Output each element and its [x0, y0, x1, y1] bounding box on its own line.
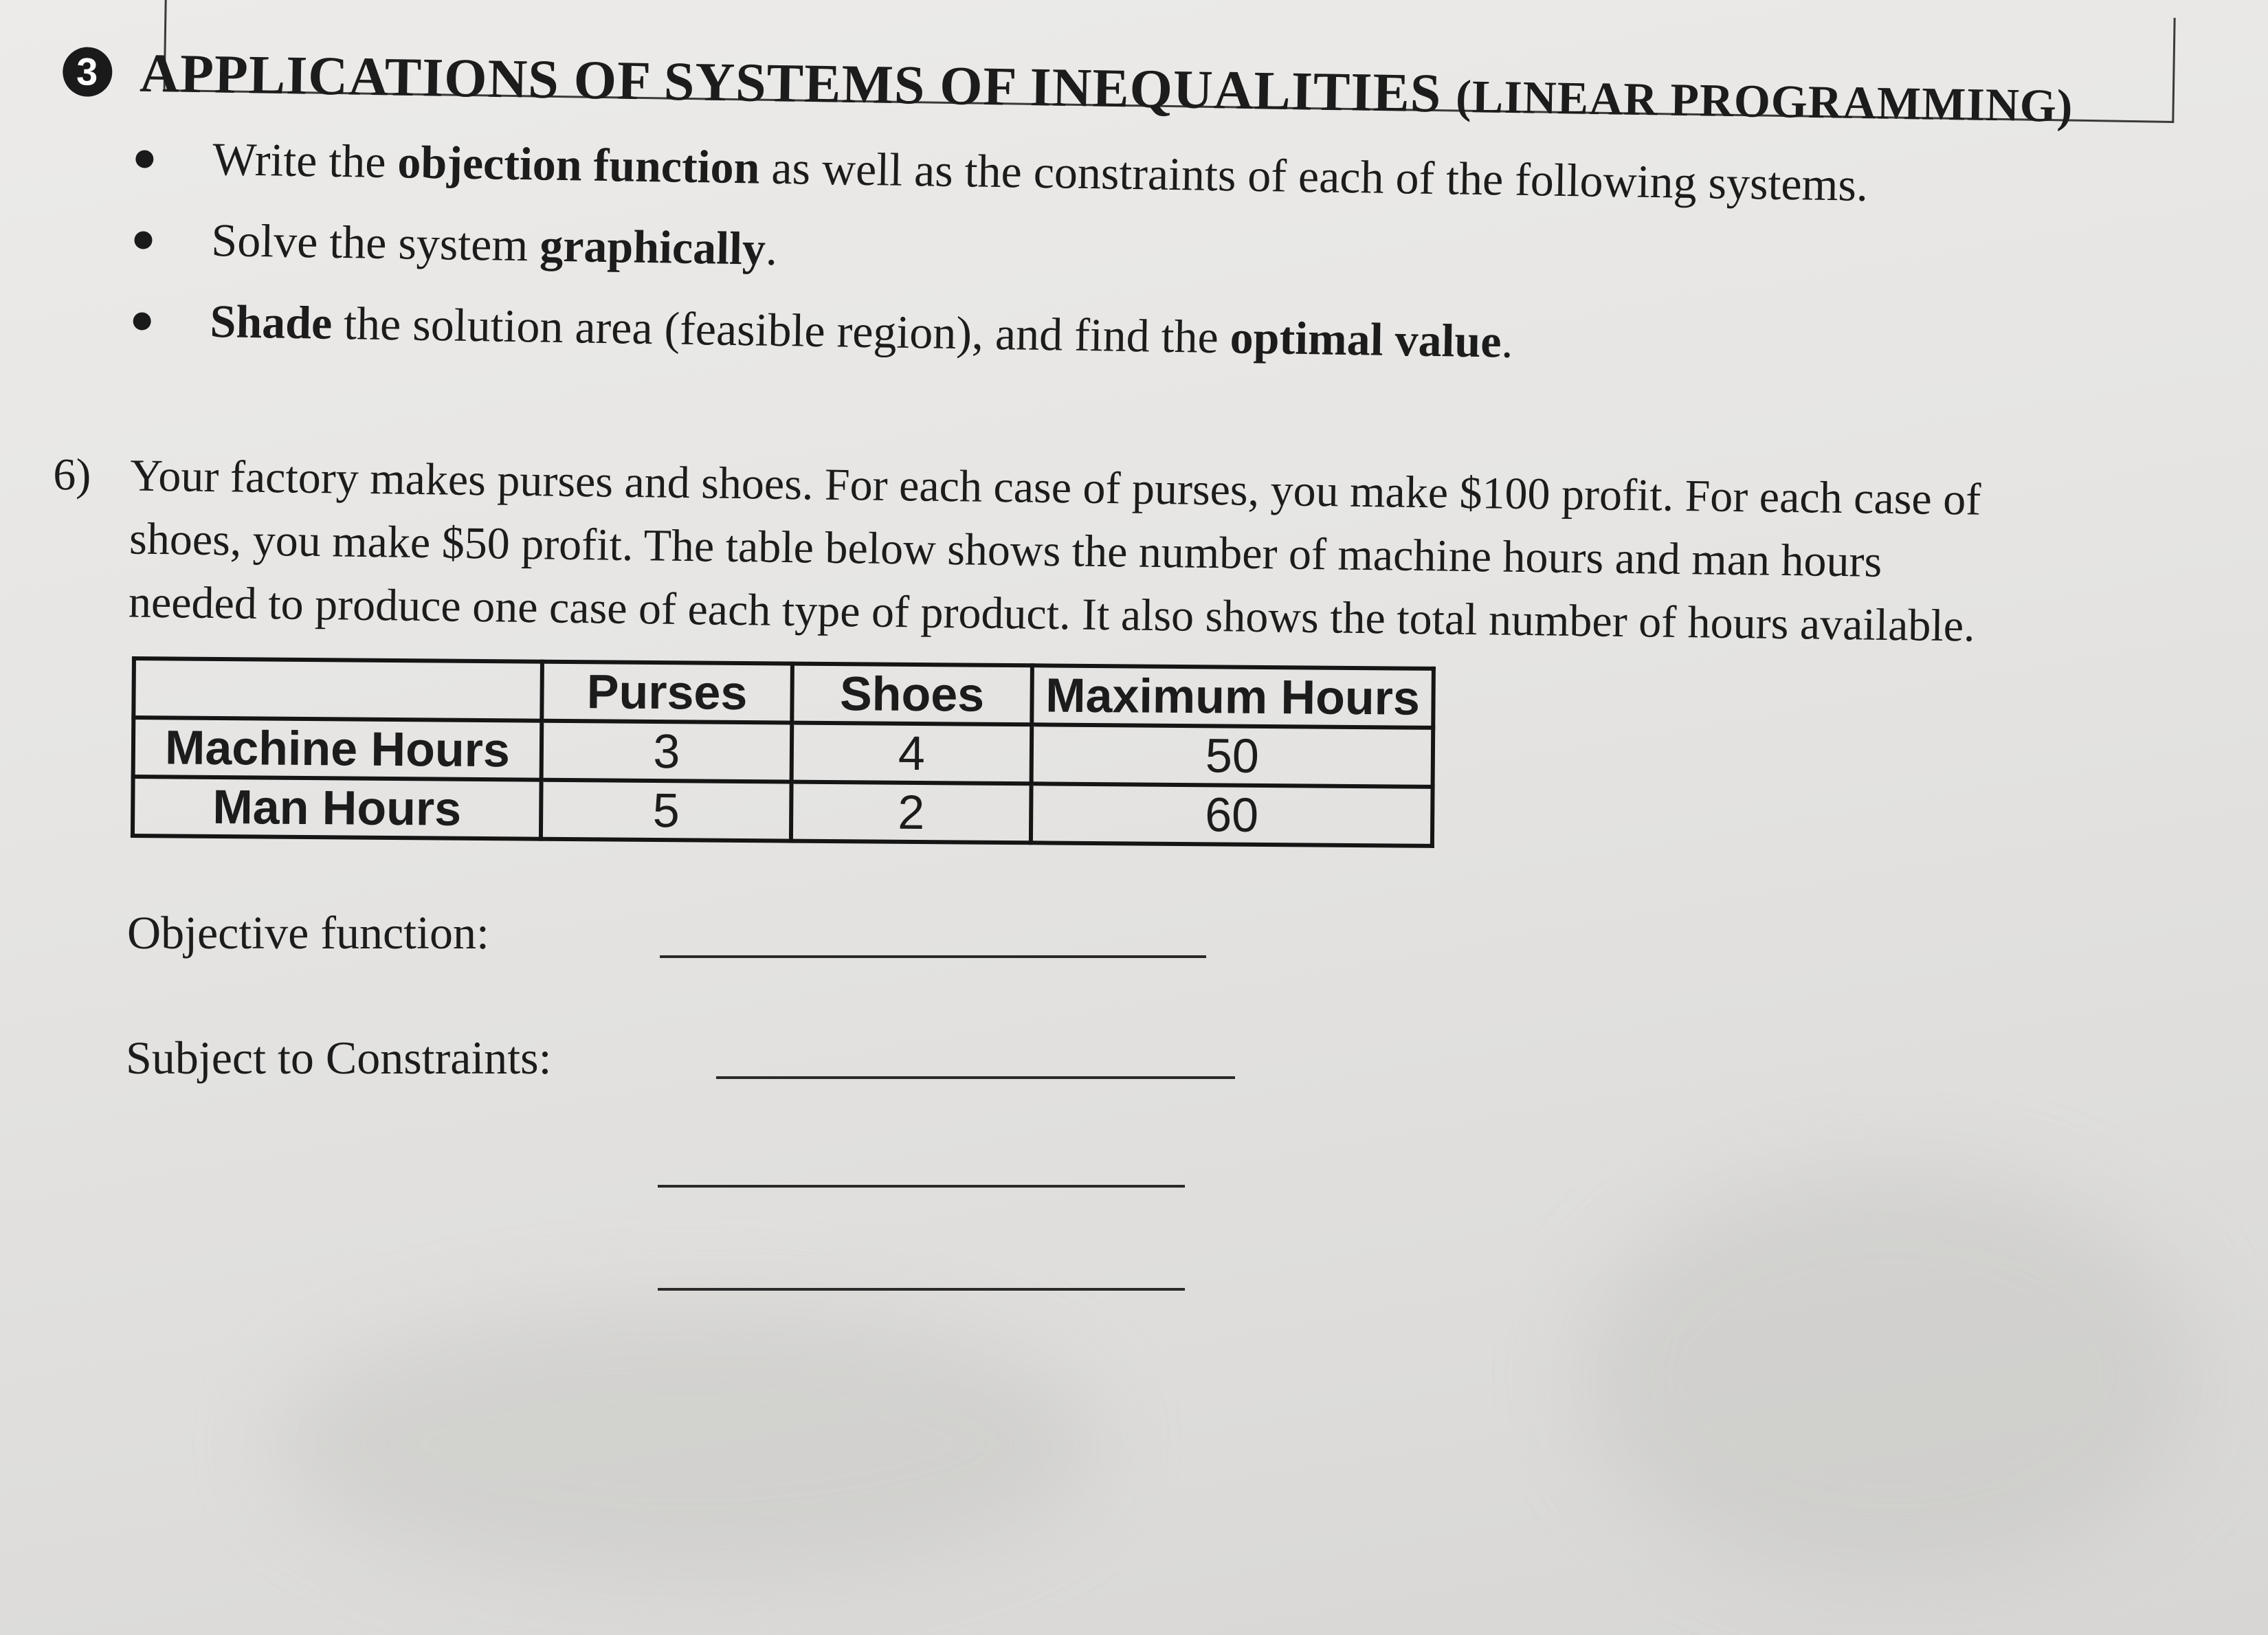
bullet-icon: [133, 312, 151, 330]
table-header-blank: [133, 658, 542, 721]
problem-text: [128, 444, 2218, 661]
section-number-badge: 3: [63, 47, 113, 97]
cell-max-hours: 60: [1031, 783, 1433, 846]
instruction-item: Write the objection function as well as the constraints of each of the following systems.: [122, 131, 2185, 244]
cell-purses: 5: [541, 780, 792, 841]
instruction-list: [120, 131, 2185, 406]
table-row: [133, 718, 1434, 787]
problem-line: shoes, you make $50 profit. The table below shows the number of machine hours and man hours: [129, 513, 1882, 587]
objective-answer-line[interactable]: [660, 955, 1206, 958]
paper-shadow: [1581, 1168, 2199, 1581]
constraint-answer-line[interactable]: [658, 1288, 1185, 1291]
table-header-shoes: Shoes: [792, 664, 1032, 725]
constraint-answer-line[interactable]: [716, 1076, 1235, 1079]
problem-statement: [51, 443, 2218, 661]
section-subtitle: (LINEAR PROGRAMMING): [1455, 69, 2074, 132]
bullet-icon: [135, 150, 153, 168]
table-header-max-hours: Maximum Hours: [1032, 665, 1434, 728]
constraint-answer-line[interactable]: [658, 1185, 1185, 1188]
section-title: APPLICATIONS OF SYSTEMS OF INEQUALITIES: [139, 43, 1442, 124]
row-label: Machine Hours: [133, 718, 542, 780]
hours-table: [131, 656, 1436, 848]
instruction-item: Solve the system graphically.: [121, 212, 2183, 325]
bullet-icon: [134, 231, 152, 249]
constraints-label: Subject to Constraints:: [126, 1032, 552, 1084]
problem-number: 6): [52, 449, 91, 500]
cell-max-hours: 50: [1032, 724, 1434, 787]
table-header-purses: Purses: [542, 662, 792, 723]
cell-shoes: 4: [792, 723, 1032, 784]
instruction-item: Shade the solution area (feasible region), and find the optimal value.: [120, 293, 2182, 406]
table-header-row: [133, 658, 1434, 728]
row-label: Man Hours: [133, 777, 542, 839]
cell-purses: 3: [542, 721, 792, 782]
problem-line: Your factory makes purses and shoes. For each case of purses, you make $100 profit. For each case of: [129, 450, 1981, 525]
table-row: [133, 777, 1433, 846]
problem-line: needed to produce one case of each type of product. It also shows the total number of hours available.: [128, 577, 1975, 652]
cell-shoes: 2: [791, 782, 1032, 843]
paper-shadow: [275, 1306, 1100, 1581]
objective-function-label: Objective function:: [127, 907, 489, 959]
